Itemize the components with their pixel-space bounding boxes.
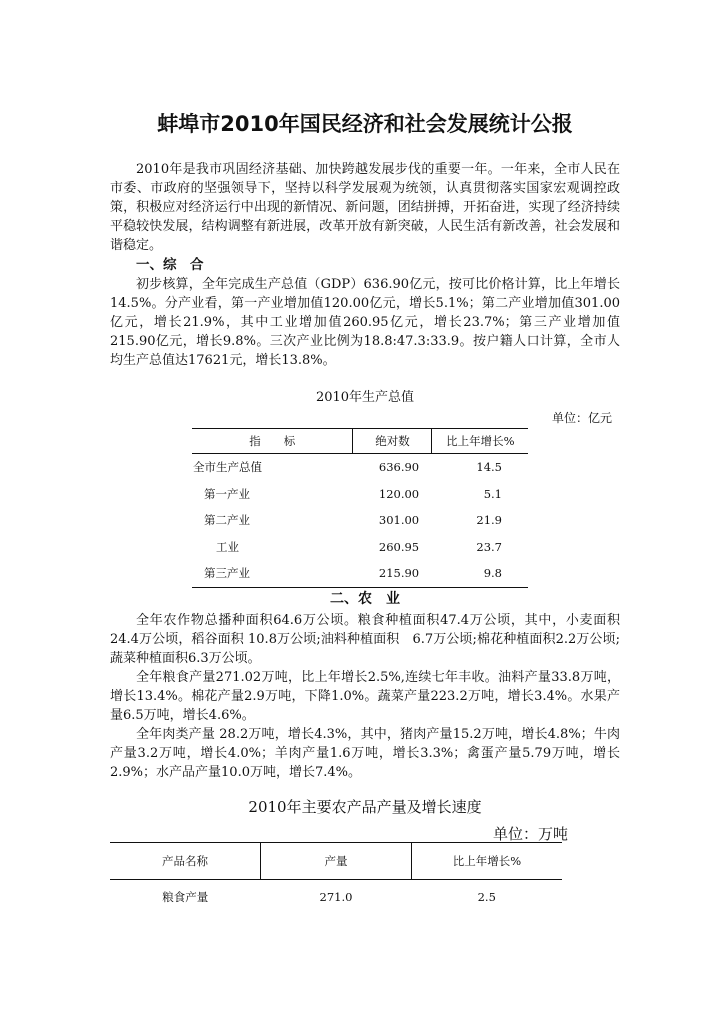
intro-paragraph: 2010年是我市巩固经济基础、加快跨越发展步伐的重要一年。一年来，全市人民在市委、市政府的坚强领导下，坚持以科学发展观为统领，认真贯彻落实国家宏观调控政策，积极应对经济运行中出现的新情况、新问题，团结拼搏，开拓奋进，实现了经济持续平稳较快发展，结构调整有新进展，改革开放有新突破，人民生活有新改善，社会发展和谐稳定。 xyxy=(110,162,620,253)
table1-header-value: 绝对数 xyxy=(353,429,431,454)
table-row xyxy=(192,481,528,508)
table2-header-output: 产量 xyxy=(260,843,411,880)
section2-paragraph-1: 全年农作物总播种面积64.6万公顷。粮食种植面积47.4万公顷，其中，小麦面积24.4万公顷，稻谷面积 10.8万公顷;油料种植面积 6.7万公顷;棉花种植面积2.2万公顷;蔬菜种植面积6.3万公顷。 xyxy=(110,612,620,666)
table1-caption: 2010年生产总值 xyxy=(315,390,415,405)
row-value: 271.0 xyxy=(319,890,353,904)
row-name: 第一产业 xyxy=(204,486,250,501)
row-value: 120.00 xyxy=(378,486,420,501)
section1-heading: 一、综 合 xyxy=(136,257,204,273)
table2-header-growth: 比上年增长% xyxy=(412,843,563,880)
table2-header-product: 产品名称 xyxy=(110,843,260,880)
table-row xyxy=(110,880,562,915)
table-row xyxy=(192,507,528,534)
table1-unit: 单位：亿元 xyxy=(551,411,612,425)
document-title: 蚌埠市2010年国民经济和社会发展统计公报 xyxy=(157,112,573,136)
gdp-table xyxy=(192,428,528,588)
table-row xyxy=(192,560,528,587)
document-page xyxy=(110,108,620,844)
table1-header-growth: 比上年增长% xyxy=(431,429,528,454)
row-growth: 21.9 xyxy=(476,513,502,528)
row-value: 260.95 xyxy=(378,539,420,554)
section2-paragraph-2: 全年粮食产量271.02万吨，比上年增长2.5%,连续七年丰收。油料产量33.8万吨，增长13.4%。棉花产量2.9万吨，下降1.0%。蔬菜产量223.2万吨，增长3.4%。水果产量6.5万吨，增长4.6%。 xyxy=(110,669,620,723)
table-row xyxy=(192,534,528,561)
row-growth: 9.8 xyxy=(431,560,528,587)
row-growth: 23.7 xyxy=(476,539,502,554)
row-growth: 14.5 xyxy=(476,460,502,475)
row-name: 工业 xyxy=(216,539,239,554)
row-name: 第三产业 xyxy=(192,560,353,587)
section2-heading: 二、农 业 xyxy=(330,590,400,607)
agri-products-table xyxy=(110,842,562,914)
section2-paragraph-3: 全年肉类产量 28.2万吨，增长4.3%，其中，猪肉产量15.2万吨，增长4.8%；牛肉产量3.2万吨，增长4.0%；羊肉产量1.6万吨，增长3.3%；禽蛋产量5.79万吨，增长2.9%；水产品产量10.0万吨，增长7.4%。 xyxy=(110,726,620,780)
row-growth: 2.5 xyxy=(477,890,496,904)
row-name: 粮食产量 xyxy=(162,890,209,904)
section1-paragraph: 初步核算，全年完成生产总值（GDP）636.90亿元，按可比价格计算，比上年增长14.5%。分产业看，第一产业增加值120.00亿元，增长5.1%；第二产业增加值301.00亿元，增长21.9%，其中工业增加值260.95亿元，增长23.7%；第三产业增加值215.90亿元，增长9.8%。三次产业比例为18.8:47.3:33.9。按户籍人口计算，全市人均生产总值达17621元，增长13.8%。 xyxy=(110,277,620,368)
table1-header-indicator: 指 标 xyxy=(192,429,353,454)
row-value: 301.00 xyxy=(378,513,420,528)
table2-unit: 单位：万吨 xyxy=(492,824,568,843)
table-row xyxy=(192,454,528,481)
row-name: 全市生产总值 xyxy=(193,460,262,475)
row-growth: 5.1 xyxy=(483,486,502,501)
table2-caption: 2010年主要农产品产量及增长速度 xyxy=(248,797,482,816)
row-value: 215.90 xyxy=(353,560,431,587)
row-value: 636.90 xyxy=(378,460,420,475)
row-name: 第二产业 xyxy=(204,513,250,528)
